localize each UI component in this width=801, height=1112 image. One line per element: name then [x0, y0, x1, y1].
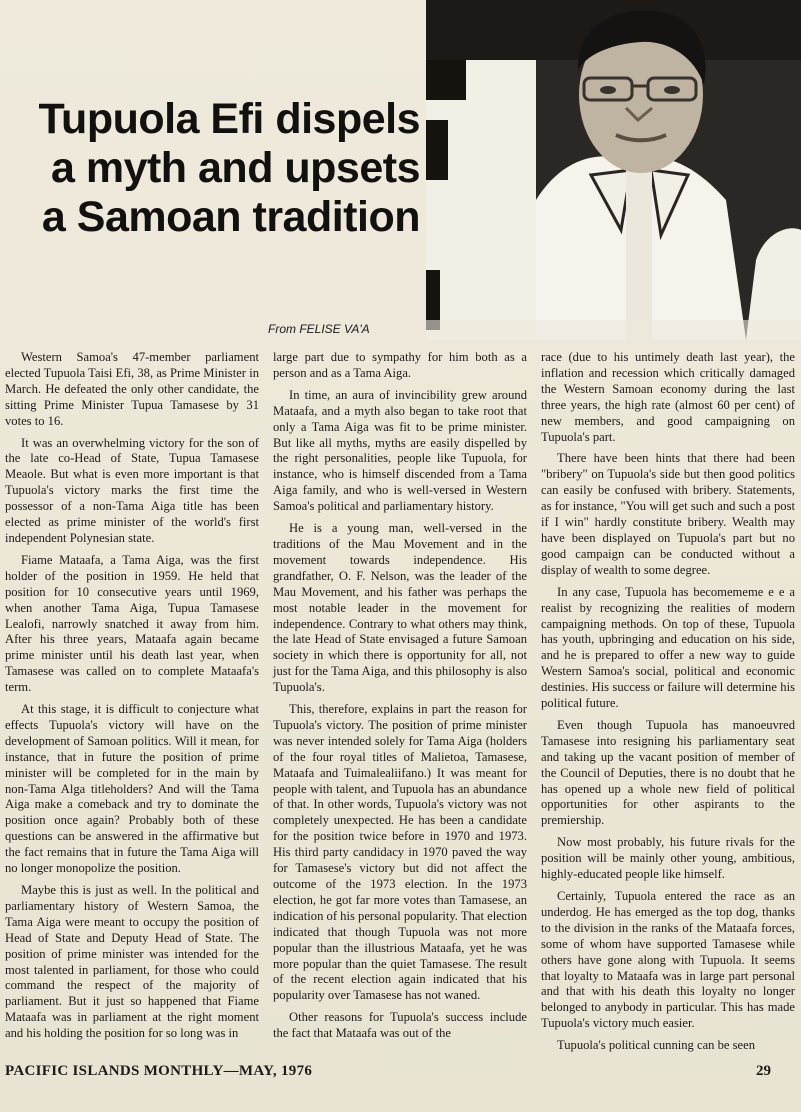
- column-1: [5, 350, 259, 1065]
- paragraph: Western Samoa's 47-member parliament elected Tupuola Taisi Efi, 38, as Prime Minister in March. He defeated the only other candidate, the sitting Prime Minister Tupua Tamasese by 31 votes to 16.: [5, 350, 259, 428]
- article-headline: Tupuola Efi dispels a myth and upsets a Samoan tradition: [38, 95, 420, 241]
- publication-name: PACIFIC ISLANDS MONTHLY—MAY, 1976: [5, 1063, 313, 1079]
- paragraph: In time, an aura of invincibility grew around Mataafa, and a myth also began to take root that only a Tama Aiga was fit to be prime minister. But like all myths, myths are easily dispelled by the right personalities, people like Tupuola, for instance, who is himself discended from a Tama Aiga family, and who is well-versed in Western Samoa's political and parliamentary history.: [273, 387, 527, 514]
- paragraph: Maybe this is just as well. In the political and parliamentary history of Western Samoa, the Tama Aiga were meant to occupy the position of Head of State and Deputy Head of State. The position of prime minister was intended for the most talented in parliament, for those who could command the respect of the majority of parliament. But it just so happened that Fiame Mataafa was in parliament at the right moment and his holding the position for so long was in: [5, 883, 259, 1041]
- page-footer: [0, 1063, 801, 1087]
- paragraph: Other reasons for Tupuola's success include the fact that Mataafa was out of the: [273, 1010, 527, 1041]
- paragraph: Fiame Mataafa, a Tama Aiga, was the first holder of the position in 1959. He held that position for 10 consecutive years until 1969, when another Tama Aiga, Tupua Tamasese Lealofi, narrowly snatched it away from him. After his three years, Mataafa again became prime minister until his death last year, when Tamasese was called on to complete Mataafa's term.: [5, 552, 259, 695]
- paragraph: Even though Tupuola has manoeuvred Tamasese into resigning his parliamentary seat and taking up the vacant position of member of the Council of Deputies, there is no doubt that he has opened up a whole new field of political opportunities for other aspirants to the premiership.: [541, 717, 795, 828]
- paragraph: Now most probably, his future rivals for the position will be mainly other young, ambitious, highly-educated people like himself.: [541, 835, 795, 882]
- paragraph: This, therefore, explains in part the reason for Tupuola's victory. The position of prime minister was never intended solely for Tama Aiga (holders of the four royal titles of Malietoa, Tamasese, Mataafa and Tuimalealiifano.) It was meant for people with talent, and Tupuola has an abundance of that. In other words, Tupuola's victory was not completely unexpected. He has been a candidate for the position twice before in 1970 and 1973. His third party candidacy in 1970 paved the way for Tamasese's victory but did not affect the outcome of the 1973 election. In the 1973 election, he got far more votes than Tamasese, an indication of his personal popularity. That election indicated that though Tupuola was not more popular than the illustrious Mataafa, yet he was more popular than the quiet Tamasese. The result of the recent election again indicated that his popularity over Tamasese has not waned.: [273, 702, 527, 1003]
- article-body: [5, 350, 795, 1065]
- paragraph: It was an overwhelming victory for the son of the late co-Head of State, Tupua Tamasese Meaole. But what is even more important is that Tupuola's victory marks the first time the possessor of a non-Tama Aiga title has been elected as prime minister of the world's first independent Polynesian state.: [5, 435, 259, 545]
- paragraph: Certainly, Tupuola entered the race as an underdog. He has emerged as the top dog, thanks to the division in the ranks of the Mataafa forces, some of whom have supported Tamasese while others have gone along with Tupuola. It seems that loyalty to Mataafa was in large part personal and that with his death this loyalty no longer belonged to anybody in particular. This has made Tupuola's victory much easier.: [541, 889, 795, 1031]
- page-number: 29: [756, 1063, 771, 1079]
- paragraph: large part due to sympathy for him both as a person and as a Tama Aiga.: [273, 350, 527, 380]
- paragraph: At this stage, it is difficult to conjecture what effects Tupuola's victory will have on the development of Samoan politics. Will it mean, for instance, that in future the position of prime minister will be completed for in the main by non-Tama Alga titleholders? And will the Tama Aiga make a comeback and try to dominate the position once again? Probably both of these questions can be answered in the affirmative but the fact remains that in future the Tama Aiga will no longer monopolize the position.: [5, 702, 259, 876]
- paragraph: In any case, Tupuola has becomememe e e a realist by recognizing the realities of modern campaigning methods. On top of these, Tupuola has youth, upbringing and education on his side, and he is prepared to offer a new way to guide Western Samoa's social, political and economic destinies. His success or failure will determine his political future.: [541, 584, 795, 711]
- paragraph: Tupuola's political cunning can be seen: [557, 1038, 756, 1053]
- portrait-photo: [426, 0, 801, 340]
- column-2: [273, 350, 527, 1065]
- column-3: [541, 350, 795, 1065]
- article-byline: From FELISE VA'A: [268, 322, 370, 336]
- paragraph: He is a young man, well-versed in the traditions of the Mau Movement and in the movement towards independence. His grandfather, O. F. Nelson, was the leader of the Mau Movement, and his father was perhaps the most notable leader in the movement for independence. Contrary to what others may think, the late Head of State envisaged a future Samoan society in which there is opportunity for all, not just for the Tama Aiga, and this philosophy is also Tupuola's.: [273, 521, 527, 695]
- paragraph: race (due to his untimely death last year), the inflation and recession which critically damaged the Western Samoan economy during the last three years, the high rate (almost 60 per cent) of new members, and good campaigning on Tupuola's part.: [541, 350, 795, 444]
- paragraph: There have been hints that there had been "bribery" on Tupuola's side but then good politics can easily be confused with bribery. Statements, as for instance, "You will get such and such a post if I win" hardly constitute bribery. Wealth may have been displayed on Tupuola's part but no good campaign can be conducted without a display of wealth to some degree.: [541, 451, 795, 577]
